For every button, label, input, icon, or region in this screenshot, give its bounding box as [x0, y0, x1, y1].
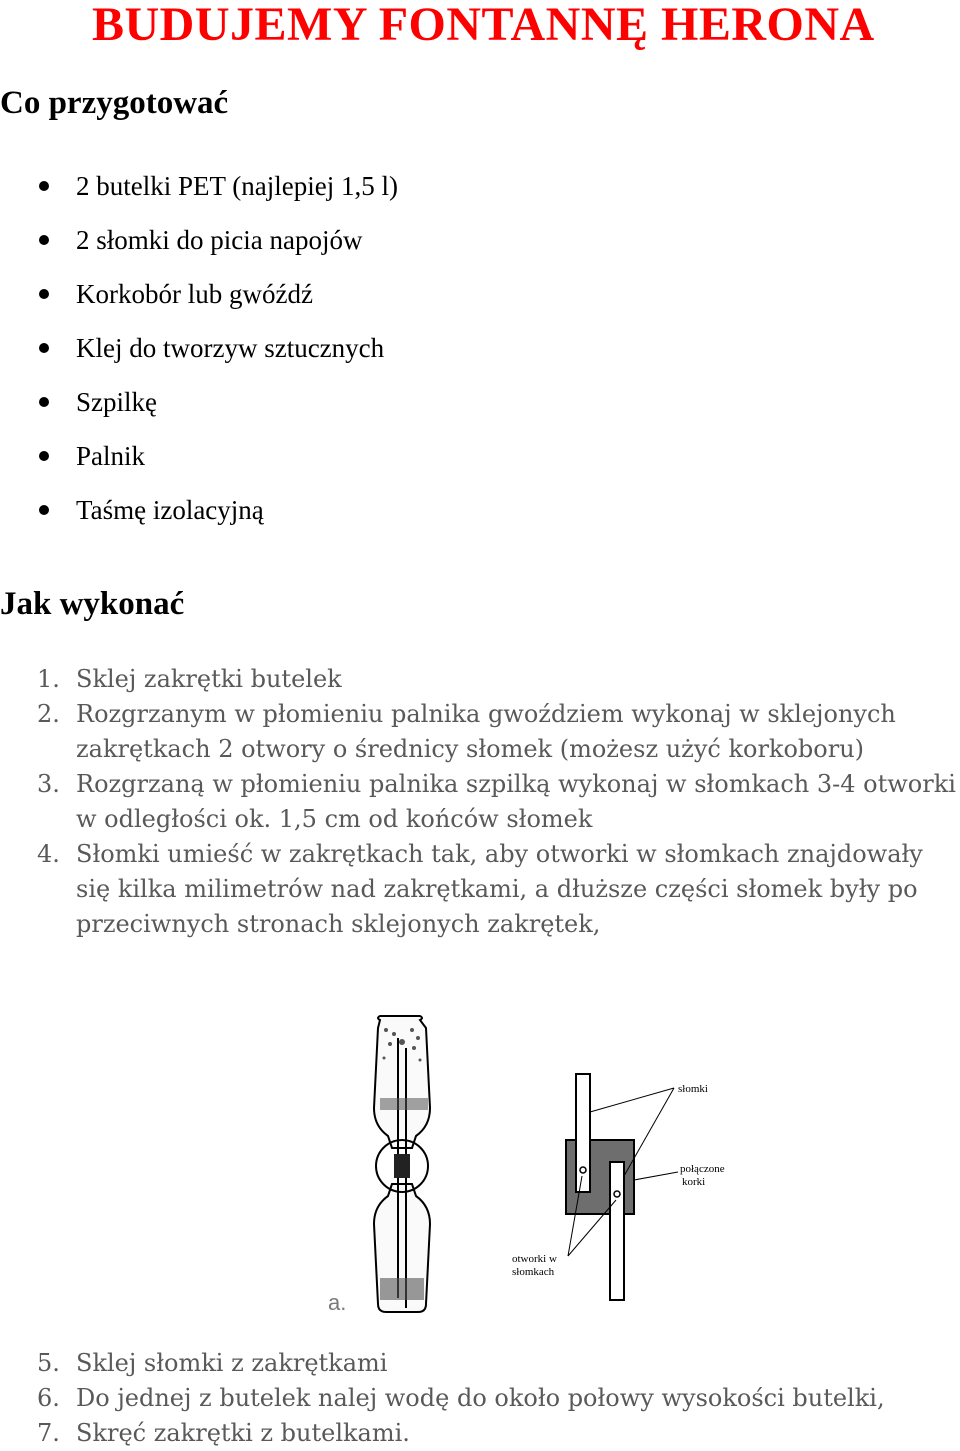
label-holes-line1: otworki w [512, 1253, 557, 1265]
steps-list [0, 662, 960, 942]
step-item: 6. Do jednej z butelek nalej wodę do około połowy wysokości butelki, [37, 1384, 885, 1412]
label-caps-line2: korki [682, 1176, 706, 1188]
caps-block [394, 1154, 410, 1178]
heading-materials: Co przygotować [0, 85, 229, 121]
label-caps-line1: połączone [680, 1163, 725, 1175]
caps-detail [566, 1074, 634, 1300]
bullet-icon [39, 289, 49, 299]
bullet-icon [39, 505, 49, 515]
bullet-icon [39, 397, 49, 407]
step-item: 1. Sklej zakrętki butelek [37, 665, 342, 693]
steps-list-continued [0, 1346, 960, 1451]
label-holes-line2: słomkach [512, 1266, 555, 1278]
list-item: 2 słomki do picia napojów [0, 220, 398, 274]
bullet-icon [39, 181, 49, 191]
bullet-icon [39, 235, 49, 245]
list-item: Korkobór lub gwóźdź [0, 274, 398, 328]
step-item: 2. Rozgrzanym w płomieniu palnika gwoździem wykonaj w sklejonych zakrętkach 2 otwory o średnicy słomek (możesz użyć korkoboru) [37, 700, 896, 763]
list-item: Taśmę izolacyjną [0, 490, 398, 544]
list-item: 2 butelki PET (najlepiej 1,5 l) [0, 166, 398, 220]
bullet-icon [39, 451, 49, 461]
list-item: Klej do tworzyw sztucznych [0, 328, 398, 382]
list-item: Palnik [0, 436, 398, 490]
bullet-icon [39, 343, 49, 353]
step-item: 4. Słomki umieść w zakrętkach tak, aby otworki w słomkach znajdowały się kilka milimetrów nad zakrętkami, a dłuższe części słomek były po przeciwnych stronach sklejonych zakrętek, [37, 840, 923, 938]
step-item: 3. Rozgrzaną w płomieniu palnika szpilką wykonaj w słomkach 3-4 otworki w odległości ok. 1,5 cm od końców słomek [37, 770, 956, 833]
list-item: Szpilkę [0, 382, 398, 436]
straw-left-shape [576, 1074, 590, 1192]
heron-fountain-diagram [320, 1008, 760, 1328]
page-title: BUDUJEMY FONTANNĘ HERONA [92, 0, 875, 51]
step-item: 7. Skręć zakrętki z butelkami. [37, 1419, 410, 1447]
step-item: 5. Sklej słomki z zakrętkami [37, 1349, 388, 1377]
straw-right-shape [610, 1162, 624, 1300]
figure-label-a: a. [328, 1290, 347, 1315]
materials-list [0, 166, 398, 544]
label-straws: słomki [678, 1083, 708, 1095]
heading-instructions: Jak wykonać [0, 586, 185, 622]
